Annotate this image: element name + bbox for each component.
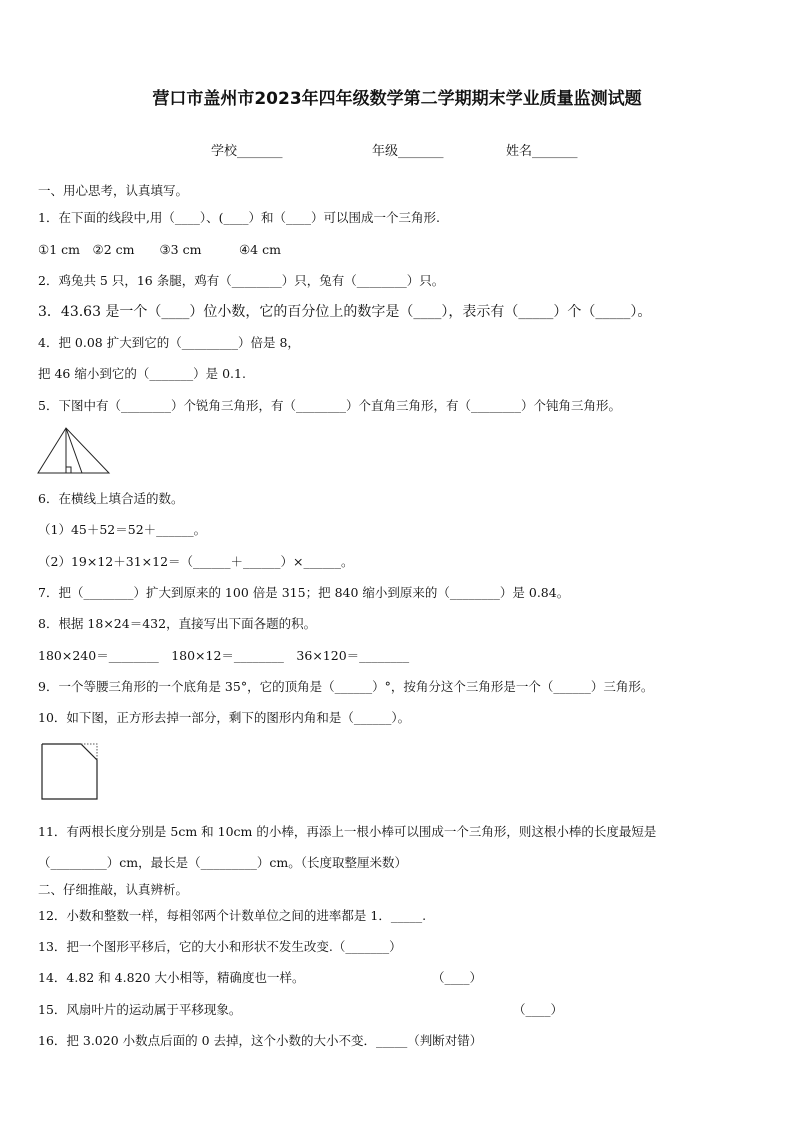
question-8: 8．根据 18×24＝432，直接写出下面各题的积。 [38, 616, 317, 631]
school-field[interactable]: 学校_______ [211, 144, 283, 159]
section-1-heading: 一、用心思考，认真填写。 [38, 183, 189, 198]
question-10: 10．如下图，正方形去掉一部分，剩下的图形内角和是（______）。 [38, 710, 411, 725]
section-2-heading: 二、仔细推敲，认真辨析。 [38, 882, 189, 897]
page-title: 营口市盖州市2023年四年级数学第二学期期末学业质量监测试题 [152, 89, 642, 109]
question-3: 3．43.63 是一个（____）位小数，它的百分位上的数字是（____），表示有（_____）个（_____）。 [38, 304, 652, 320]
grade-field[interactable]: 年级_______ [372, 144, 444, 159]
question-14: 14．4.82 和 4.820 大小相等，精确度也一样。 [38, 970, 305, 985]
question-9: 9．一个等腰三角形的一个底角是 35°，它的顶角是（______）°，按角分这个三角形是一个（______）三角形。 [38, 679, 654, 694]
question-1-options: ①1 cm ②2 cm ③3 cm ④4 cm [38, 242, 281, 257]
question-6-2: （2）19×12＋31×12＝（______＋______）×______。 [38, 554, 354, 569]
question-15-answer[interactable]: （____） [513, 1002, 564, 1017]
question-11a: 11．有两根长度分别是 5cm 和 10cm 的小棒，再添上一根小棒可以围成一个三角形，则这根小棒的长度最短是 [38, 824, 657, 839]
question-15: 15．风扇叶片的运动属于平移现象。 [38, 1002, 242, 1017]
question-5: 5．下图中有（________）个锐角三角形，有（________）个直角三角形，有（________）个钝角三角形。 [38, 398, 621, 413]
question-8-items: 180×240＝________ 180×12＝________ 36×120＝________ [38, 648, 410, 663]
question-14-answer[interactable]: （____） [432, 970, 483, 985]
question-4b: 把 46 缩小到它的（_______）是 0.1. [38, 366, 246, 381]
question-1: 1．在下面的线段中,用（____）、(____）和（____）可以围成一个三角形. [38, 210, 441, 225]
question-16: 16．把 3.020 小数点后面的 0 去掉，这个小数的大小不变．_____（判断对错） [38, 1033, 483, 1048]
question-11b: （_________）cm，最长是（_________）cm。（长度取整厘米数） [38, 855, 407, 870]
question-12: 12．小数和整数一样，每相邻两个计数单位之间的进率都是 1．_____. [38, 908, 427, 923]
question-6-1: （1）45＋52＝52＋______。 [38, 522, 207, 537]
question-2: 2．鸡兔共 5 只，16 条腿，鸡有（________）只，兔有（________）只。 [38, 273, 445, 288]
triangle-figure [36, 426, 112, 476]
question-7: 7．把（________）扩大到原来的 100 倍是 315；把 840 缩小到原来的（________）是 0.84。 [38, 585, 570, 600]
name-field[interactable]: 姓名_______ [506, 144, 578, 159]
square-figure [40, 742, 100, 802]
question-6: 6．在横线上填合适的数。 [38, 491, 184, 506]
question-13: 13．把一个图形平移后，它的大小和形状不发生改变.（_______） [38, 939, 402, 954]
question-4a: 4．把 0.08 扩大到它的（_________）倍是 8， [38, 335, 300, 350]
